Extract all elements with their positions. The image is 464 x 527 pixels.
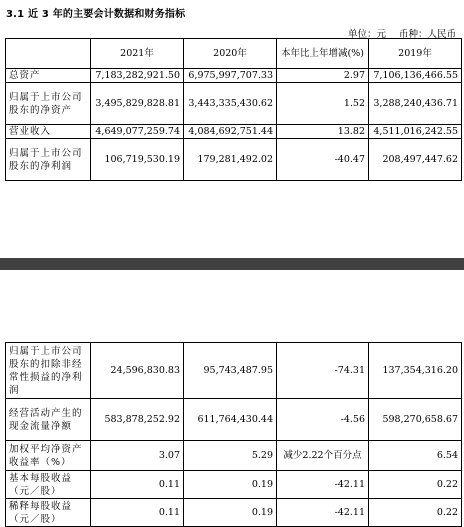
value-2020: 5.29 <box>184 441 277 471</box>
value-2021: 24,596,830.83 <box>91 343 184 399</box>
value-2021: 106,719,530.19 <box>91 139 184 181</box>
value-change: 1.52 <box>277 83 369 125</box>
financial-table-part-2 <box>5 342 462 527</box>
document-page-1 <box>0 0 464 258</box>
unit-label: 单位：元 <box>347 29 386 40</box>
value-2019: 0.22 <box>369 499 462 527</box>
row-label: 总资产 <box>6 69 91 83</box>
value-2021: 0.11 <box>91 471 184 499</box>
value-2019: 3,288,240,436.71 <box>369 83 462 125</box>
value-change: -4.56 <box>277 399 369 441</box>
currency-label: 币种：人民币 <box>398 29 456 40</box>
value-2021: 3.07 <box>91 441 184 471</box>
value-2019: 6.54 <box>369 441 462 471</box>
value-change: -40.47 <box>277 139 369 181</box>
table-row <box>6 441 462 471</box>
value-2021: 3,495,829,828.81 <box>91 83 184 125</box>
value-2019: 7,106,136,466.55 <box>369 69 462 83</box>
value-2019: 4,511,016,242.55 <box>369 125 462 139</box>
value-2020: 0.19 <box>184 471 277 499</box>
value-change: -42.11 <box>277 471 369 499</box>
header-item <box>6 39 91 69</box>
value-change: 减少2.22个百分点 <box>277 441 369 471</box>
table-row <box>6 499 462 527</box>
page-break-gap <box>0 258 464 270</box>
value-2021: 7,183,282,921.50 <box>91 69 184 83</box>
table-row <box>6 471 462 499</box>
value-change: 13.82 <box>277 125 369 139</box>
value-2019: 0.22 <box>369 471 462 499</box>
table-row <box>6 343 462 399</box>
header-2021: 2021年 <box>91 39 184 69</box>
header-change: 本年比上年增减(%) <box>277 39 369 69</box>
value-change: -74.31 <box>277 343 369 399</box>
row-label: 基本每股收益（元／股） <box>6 471 91 499</box>
row-label: 经营活动产生的现金流量净额 <box>6 399 91 441</box>
row-label: 归属于上市公司股东的净利润 <box>6 139 91 181</box>
value-2020: 179,281,492.02 <box>184 139 277 181</box>
value-2021: 583,878,252.92 <box>91 399 184 441</box>
value-2021: 4,649,077,259.74 <box>91 125 184 139</box>
row-label: 营业收入 <box>6 125 91 139</box>
table-row <box>6 69 462 83</box>
row-label: 归属于上市公司股东的净资产 <box>6 83 91 125</box>
value-2019: 137,354,316.20 <box>369 343 462 399</box>
table-header-row <box>6 39 462 69</box>
row-label: 归属于上市公司股东的扣除非经常性损益的净利润 <box>6 343 91 399</box>
value-2020: 611,764,430.44 <box>184 399 277 441</box>
value-2019: 208,497,447.62 <box>369 139 462 181</box>
table-row <box>6 83 462 125</box>
section-title: 3.1 近 3 年的主要会计数据和财务指标 <box>6 9 186 20</box>
value-2020: 4,084,692,751.44 <box>184 125 277 139</box>
value-change: 2.97 <box>277 69 369 83</box>
row-label: 稀释每股收益（元／股） <box>6 499 91 527</box>
value-2020: 95,743,487.95 <box>184 343 277 399</box>
header-2020: 2020年 <box>184 39 277 69</box>
table-row <box>6 399 462 441</box>
table-row <box>6 139 462 181</box>
financial-table-part-1 <box>5 38 462 181</box>
table-row <box>6 125 462 139</box>
row-label: 加权平均净资产收益率（%） <box>6 441 91 471</box>
value-2020: 0.19 <box>184 499 277 527</box>
value-2021: 0.11 <box>91 499 184 527</box>
document-page-2 <box>0 270 464 526</box>
value-2020: 3,443,335,430.62 <box>184 83 277 125</box>
value-2019: 598,270,658.67 <box>369 399 462 441</box>
value-change: -42.11 <box>277 499 369 527</box>
header-2019: 2019年 <box>369 39 462 69</box>
value-2020: 6,975,997,707.33 <box>184 69 277 83</box>
